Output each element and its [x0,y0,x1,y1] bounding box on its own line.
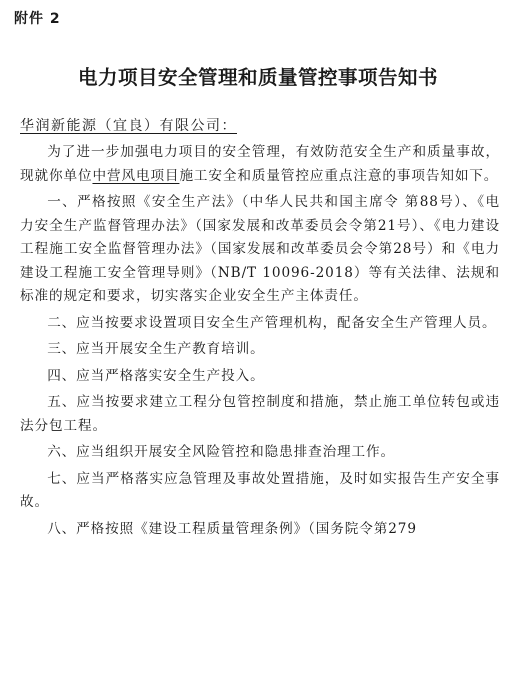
item-paragraph: 六、应当组织开展安全风险管控和隐患排查治理工作。 [47,444,396,460]
item-paragraph-truncated: 八、严格按照《建设工程质量管理条例》（国务院令第279 [47,520,417,537]
intro-text-start: 为了进一步加强电力项目的安全管理，有效防范安全生产和质量事故，现就你单位 [20,144,500,184]
item-paragraph: 七、应当严格落实应急管理及事故处置措施，及时如实报告生产安全事故。 [20,470,500,510]
document-title: 电力项目安全管理和质量管控事项告知书 [77,66,438,89]
item-paragraph: 四、应当严格落实安全生产投入。 [47,367,265,384]
intro-paragraph [20,141,500,188]
addressee: 华润新能源（宜良）有限公司： [20,118,237,134]
document-body [20,141,500,544]
project-name: 中营风电项目 [92,167,180,184]
item-paragraph: 五、应当按要求建立工程分包管控制度和措施，禁止施工单位转包或违法分包工程。 [20,394,500,434]
intro-text-end: 施工安全和质量管控应重点注意的事项告知如下。 [179,167,499,184]
item-paragraph: 一、严格按照《安全生产法》（中华人民共和国主席令 第88号）、《电力安全生产监督管理办法》（国家发展和改革委员会令第21号）、《电力建设工程施工安全监督管理办法》（国家发展和改革委员会令第28号）和《电力建设工程施工安全管理导则》（NB/T 10096-2018）等有关法律、法规和标准的规定和要求，切实落实企业安全生产主体责任。 [20,194,500,304]
item-paragraph: 三、应当开展安全生产教育培训。 [47,341,265,357]
attachment-label: 附件 2 [14,11,61,27]
item-paragraph: 二、应当按要求设置项目安全生产管理机构，配备安全生产管理人员。 [47,314,497,331]
